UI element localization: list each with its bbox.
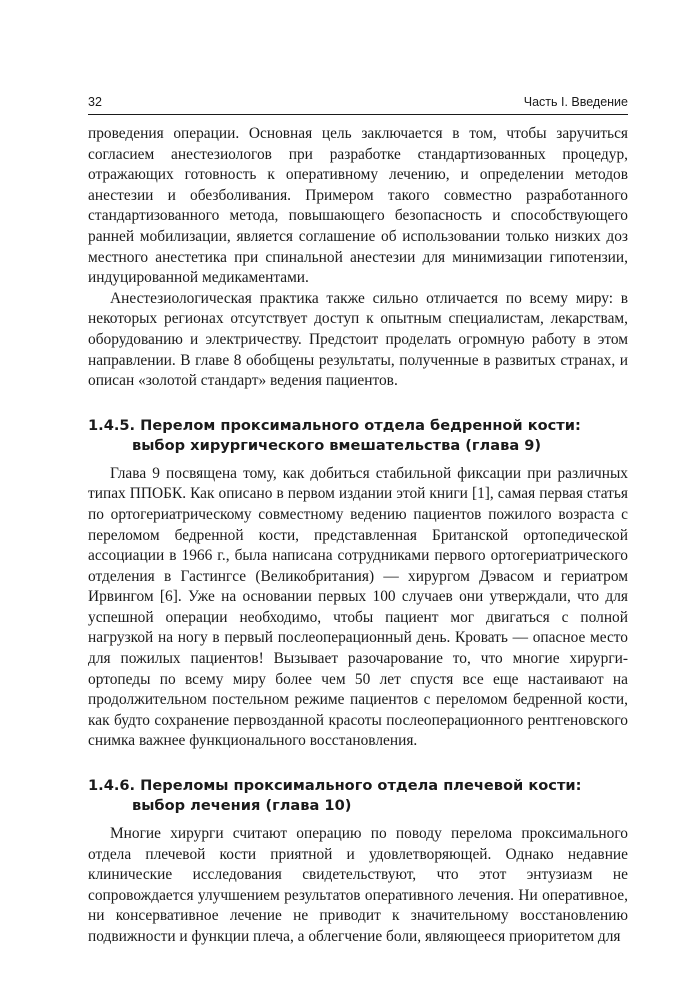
section-heading-1-4-5-line1: 1.4.5. Перелом проксимального отдела бедренной кости:: [88, 416, 581, 434]
running-head: [88, 95, 628, 113]
section-heading-1-4-6: [88, 776, 628, 816]
page-number: 32: [88, 95, 102, 109]
page-body: [88, 124, 628, 948]
paragraph-continued: проведения операции. Основная цель заключается в том, чтобы заручиться согласием анестезиологов при разработке стандартизованных процедур, отражающих готовность к оперативному лечению, и определении методов анестезии и обезболивания. Примером такого совместно разработанного стандартизованного метода, повышающего безопасность и способствующего ранней мобилизации, является соглашение об использовании только низких доз местного анестетика при спинальной анестезии для минимизации гипотензии, индуцированной медикаментами.: [88, 125, 628, 287]
paragraph-chapter-9: Глава 9 посвящена тому, как добиться стабильной фиксации при различных типах ППОБК. Как описано в первом издании этой книги [1], самая первая статья по ортогериатрическому совместному ведению пациентов пожилого возраста с переломом бедренной кости, представленная Британской ортопедической ассоциации в 1966 г., была написана сотрудниками первого ортогериатрического отделения в Гастингсе (Великобритания) — хирургом Дэвасом и гериатром Ирвингом [6]. Уже на основании первых 100 случаев они утверждали, что для успешной операции необходимо, чтобы пациент мог двигаться с полной нагрузкой на ногу в первый послеоперационный день. Кровать — опасное место для пожилых пациентов! Вызывает разочарование то, что многие хирурги-ортопеды по всему миру более чем 50 лет спустя все еще настаивают на продолжительном постельном режиме пациентов с переломом бедренной кости, как будто сохранение первозданной красоты послеоперационного рентгеновского снимка важнее функционального восстановления.: [88, 464, 628, 750]
section-heading-1-4-6-line1: 1.4.6. Переломы проксимального отдела плечевой кости:: [88, 777, 582, 795]
header-rule: [88, 114, 628, 115]
section-heading-1-4-5: [88, 416, 628, 456]
paragraph-chapter-10: Многие хирурги считают операцию по поводу перелома проксимального отдела плечевой кости приятной и удовлетворяющей. Однако недавние клинические исследования свидетельствуют, что этот энтузиазм не сопровождается улучшением результатов оперативного лечения. Ни оперативное, ни консервативное лечение не приводит к значительному восстановлению подвижности и функции плеча, а облегчение боли, являющееся приоритетом для: [88, 825, 628, 945]
section-heading-1-4-5-line2: выбор хирургического вмешательства (глава 9): [132, 436, 542, 454]
paragraph-anesthesia-practice: Анестезиологическая практика также сильно отличается по всему миру: в некоторых регионах отсутствует доступ к опытным специалистам, лекарствам, оборудованию и электричеству. Предстоит проделать огромную работу в этом направлении. В главе 8 обобщены результаты, полученные в развитых странах, и описан «золотой стандарт» ведения пациентов.: [88, 289, 628, 390]
chapter-title: Часть I. Введение: [523, 95, 628, 109]
section-heading-1-4-6-line2: выбор лечения (глава 10): [132, 797, 352, 815]
